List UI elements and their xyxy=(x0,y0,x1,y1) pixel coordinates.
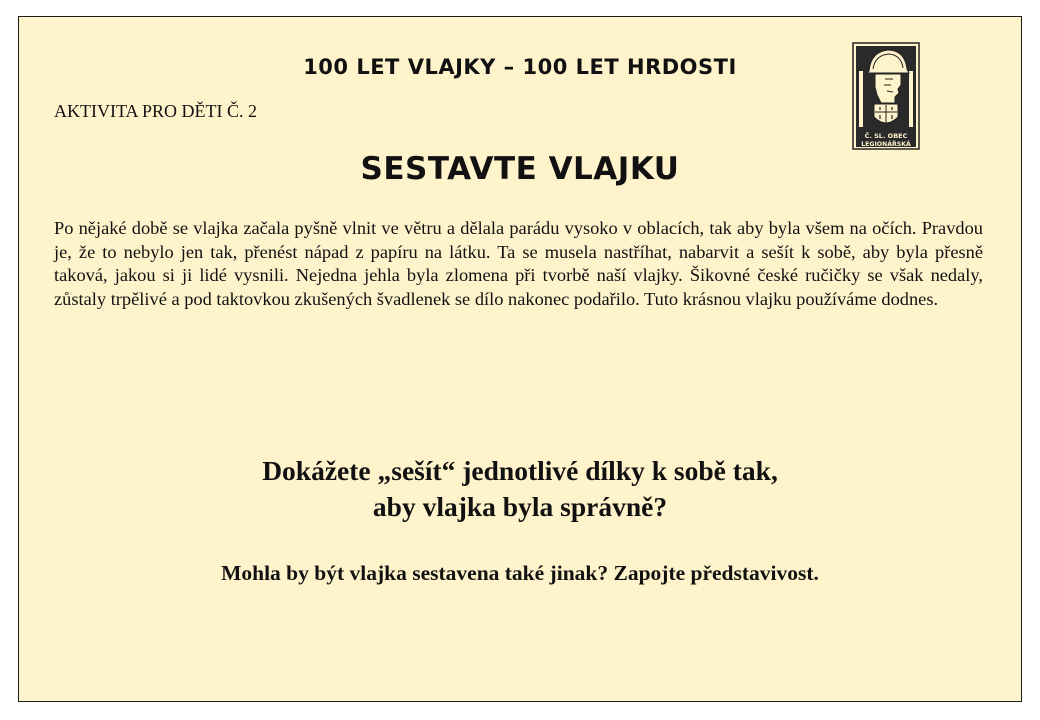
question-line-1: Dokážete „sešít“ jednotlivé dílky k sobě tak, xyxy=(262,455,778,486)
sub-question: Mohla by být vlajka sestavena také jinak? Zapojte představivost. xyxy=(221,561,819,585)
question-line-2: aby vlajka byla správně? xyxy=(372,491,668,522)
legion-emblem-logo xyxy=(851,41,921,151)
intro-paragraph: Po nějaké době se vlajka začala pyšně vlnit ve větru a dělala parádu vysoko v oblacích, tak aby byla všem na očích. Pravdou je, že to nebylo jen tak, přenést nápad z papíru na látku. Ta se musela nastříhat, nabarvit a sešít k sobě, aby byla přesně taková, jakou si ji lidé vysnili. Nejedna jehla byla zlomena při tvorbě naší vlajky. Šikovné české ručičky se však nedaly, zůstaly trpělivé a pod taktovkou zkušených švadlenek se dílo nakonec podařilo. Tuto krásnou vlajku používáme dodnes. xyxy=(54,218,983,309)
emblem-text-line2: LEGIONÁŘSKÁ xyxy=(861,141,911,148)
emblem-text-line1: Č. SL. OBEC xyxy=(864,132,908,140)
header-title: 100 LET VLAJKY – 100 LET HRDOSTI xyxy=(303,55,737,79)
page-title: SESTAVTE VLAJKU xyxy=(360,151,680,187)
activity-label: AKTIVITA PRO DĚTI Č. 2 xyxy=(54,101,258,121)
main-question xyxy=(19,453,1021,525)
page-frame xyxy=(18,16,1022,702)
